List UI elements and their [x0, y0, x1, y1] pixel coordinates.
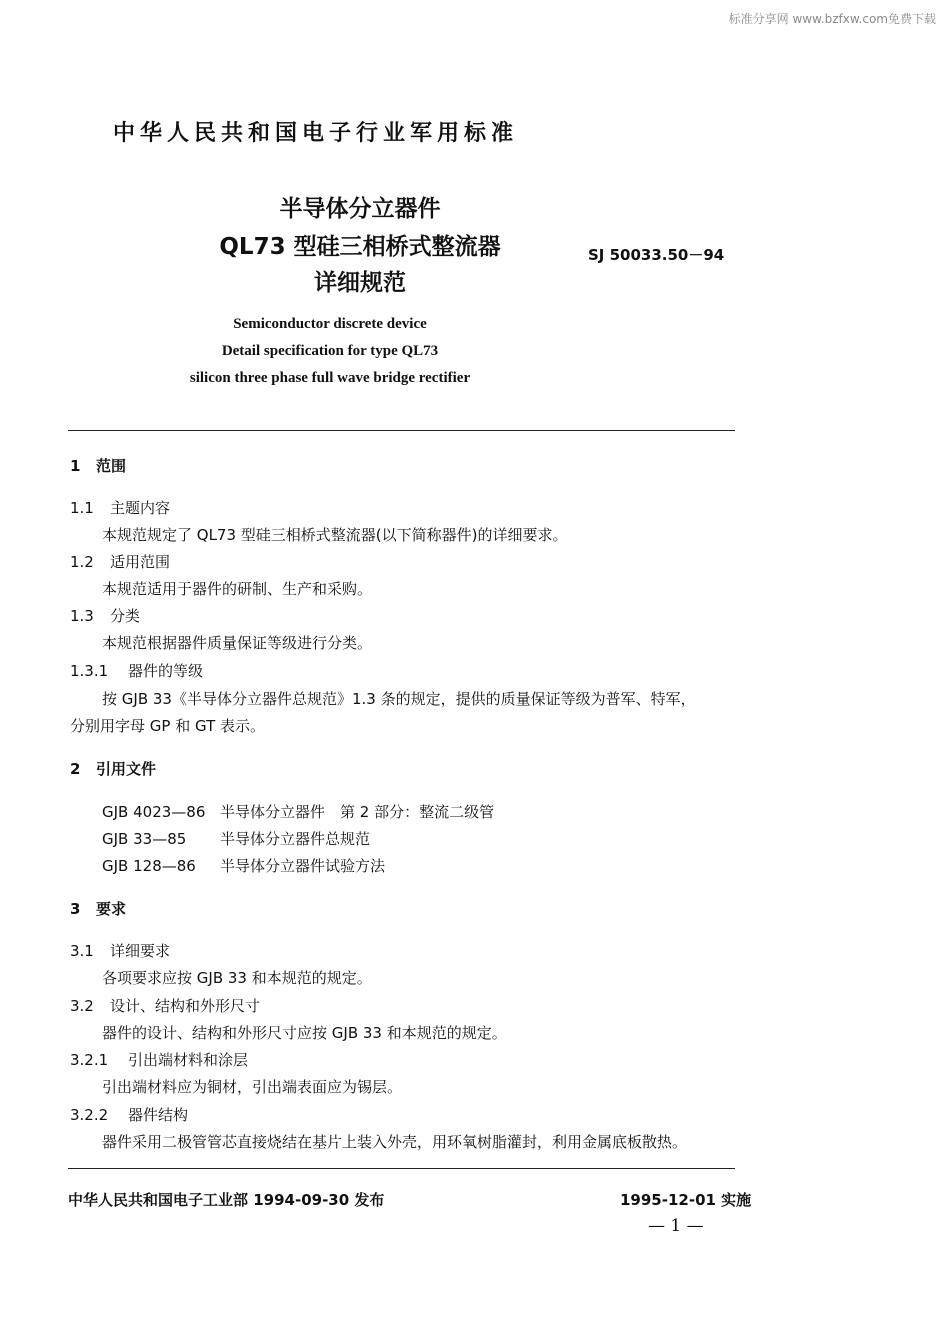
- section-3-heading: [70, 898, 126, 919]
- section-1-1-heading: [70, 497, 170, 518]
- reference-code: GJB 128—86: [102, 857, 196, 875]
- reference-row: [102, 855, 385, 876]
- watermark: 标准分享网 www.bzfxw.com免费下载: [728, 12, 936, 26]
- section-3-2-2-heading: [70, 1104, 188, 1125]
- section-1-2-heading: [70, 551, 170, 572]
- section-3-2-1-text: 引出端材料应为铜材，引出端表面应为锡层。: [102, 1078, 403, 1096]
- section-1-heading: [70, 455, 126, 476]
- section-number: 1: [70, 457, 81, 475]
- page-number: — 1 —: [648, 1216, 704, 1236]
- title-cn-line-2: QL73 型硅三相桥式整流器: [219, 234, 501, 260]
- section-3-2-2-text: 器件采用二极管管芯直接烧结在基片上装入外壳，用环氧树脂灌封，利用金属底板散热。: [102, 1133, 688, 1151]
- section-1-1-text: 本规范规定了 QL73 型硅三相桥式整流器(以下简称器件)的详细要求。: [102, 526, 568, 544]
- section-3-1-heading: [70, 940, 170, 961]
- section-number: 3.2.1: [70, 1051, 109, 1069]
- section-number: 1.3: [70, 607, 94, 625]
- standard-number: SJ 50033.50－94: [588, 246, 725, 264]
- title-cn-line-1: 半导体分立器件: [279, 196, 441, 222]
- title-en-line-1: Semiconductor discrete device: [233, 316, 427, 332]
- reference-row: [102, 828, 370, 849]
- section-1-3-text: 本规范根据器件质量保证等级进行分类。: [102, 634, 373, 652]
- footer-divider: [68, 1168, 735, 1169]
- header-divider: [68, 430, 735, 431]
- section-number: 1.1: [70, 499, 94, 517]
- section-title: 详细要求: [110, 942, 171, 960]
- section-3-2-text: 器件的设计、结构和外形尺寸应按 GJB 33 和本规范的规定。: [102, 1024, 507, 1042]
- section-number: 3.1: [70, 942, 94, 960]
- reference-row: [102, 801, 494, 822]
- section-number: 1.3.1: [70, 662, 109, 680]
- section-1-3-1-text: 按 GJB 33《半导体分立器件总规范》1.3 条的规定，提供的质量保证等级为普军、特军，分别用字母 GP 和 GT 表示。: [70, 690, 696, 735]
- title-en-line-2: Detail specification for type QL73: [221, 343, 439, 359]
- reference-title: 半导体分立器件总规范: [220, 830, 371, 848]
- section-3-2-heading: [70, 995, 260, 1016]
- section-2-heading: [70, 758, 156, 779]
- section-1-3-1-heading: [70, 660, 203, 681]
- section-1-3-heading: [70, 605, 140, 626]
- section-number: 2: [70, 760, 81, 778]
- title-en-line-3: silicon three phase full wave bridge rectifier: [189, 370, 471, 386]
- section-title: 引用文件: [96, 760, 157, 778]
- issue-date: 中华人民共和国电子工业部 1994-09-30 发布: [68, 1191, 385, 1209]
- section-number: 1.2: [70, 553, 94, 571]
- section-3-1-text: 各项要求应按 GJB 33 和本规范的规定。: [102, 969, 372, 987]
- section-number: 3.2.2: [70, 1106, 109, 1124]
- section-title: 主题内容: [110, 499, 171, 517]
- reference-title: 半导体分立器件试验方法: [220, 857, 386, 875]
- section-title: 范围: [96, 457, 127, 475]
- section-title: 器件结构: [128, 1106, 189, 1124]
- section-title: 引出端材料和涂层: [128, 1051, 249, 1069]
- reference-code: GJB 33—85: [102, 830, 187, 848]
- section-title: 分类: [110, 607, 141, 625]
- section-title: 器件的等级: [128, 662, 204, 680]
- section-1-2-text: 本规范适用于器件的研制、生产和采购。: [102, 580, 373, 598]
- reference-title: 半导体分立器件 第 2 部分：整流二级管: [220, 803, 495, 821]
- effective-date: 1995-12-01 实施: [620, 1191, 752, 1209]
- section-number: 3: [70, 900, 81, 918]
- issuing-organization: 中华人民共和国电子行业军用标准: [113, 121, 519, 146]
- section-title: 要求: [96, 900, 127, 918]
- section-3-2-1-heading: [70, 1049, 248, 1070]
- title-cn-line-3: 详细规范: [314, 270, 406, 296]
- section-title: 设计、结构和外形尺寸: [110, 997, 261, 1015]
- section-title: 适用范围: [110, 553, 171, 571]
- section-number: 3.2: [70, 997, 94, 1015]
- reference-code: GJB 4023—86: [102, 803, 206, 821]
